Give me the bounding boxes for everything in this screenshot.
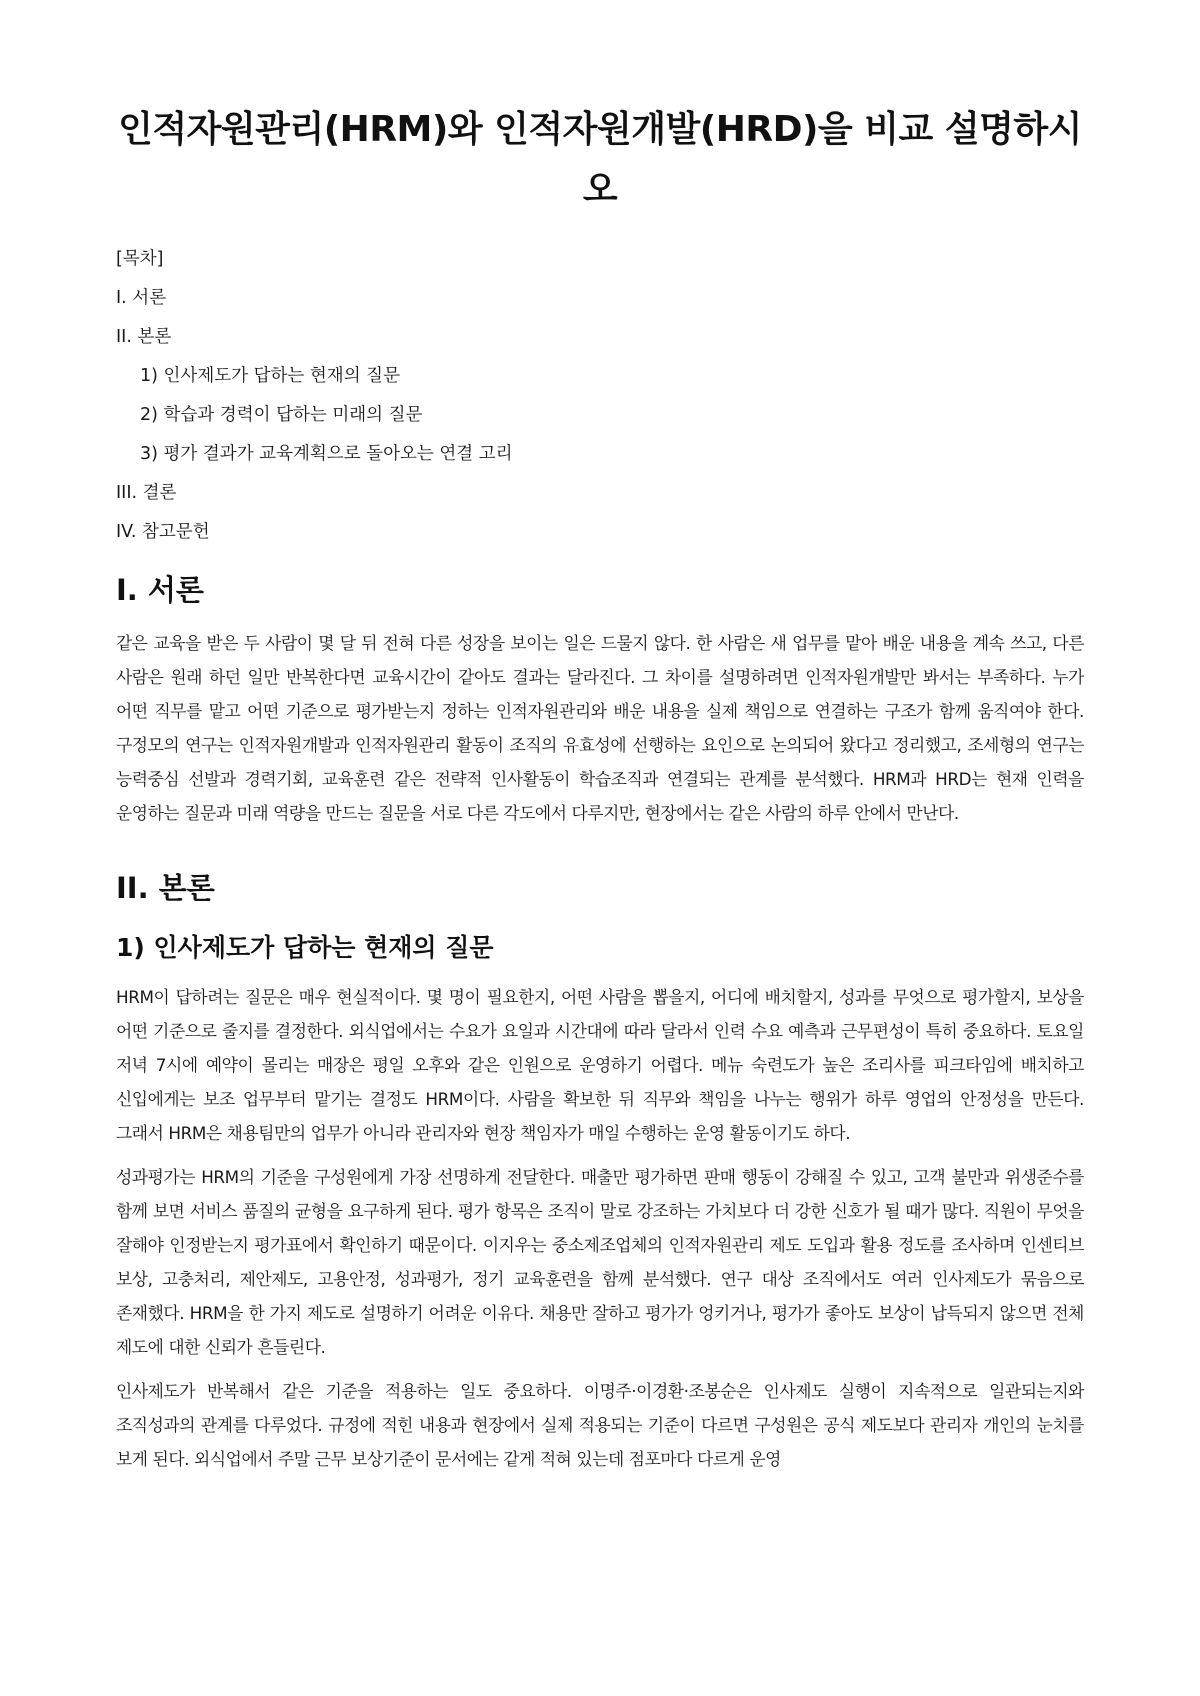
- body-paragraph-1: HRM이 답하려는 질문은 매우 현실적이다. 몇 명이 필요한지, 어떤 사람을 뽑을지, 어디에 배치할지, 성과를 무엇으로 평가할지, 보상을 어떤 기준으로 줄지를 결정한다. 외식업에서는 수요가 요일과 시간대에 따라 달라서 인력 수요 예측과 근무편성이 특히 중요하다. 토요일 저녁 7시에 예약이 몰리는 매장은 평일 오후와 같은 인원으로 운영하기 어렵다. 메뉴 숙련도가 높은 조리사를 피크타임에 배치하고 신입에게는 보조 업무부터 맡기는 결정도 HRM이다. 사람을 확보한 뒤 직무와 책임을 나누는 행위가 하루 영업의 안정성을 만든다. 그래서 HRM은 채용팀만의 업무가 아니라 관리자와 현장 책임자가 매일 수행하는 운영 활동이기도 하다.: [116, 987, 1084, 1143]
- body-paragraph-2: 성과평가는 HRM의 기준을 구성원에게 가장 선명하게 전달한다. 매출만 평가하면 판매 행동이 강해질 수 있고, 고객 불만과 위생준수를 함께 보면 서비스 품질의 균형을 요구하게 된다. 평가 항목은 조직이 말로 강조하는 가치보다 더 강한 신호가 될 때가 많다. 직원이 무엇을 잘해야 인정받는지 평가표에서 확인하기 때문이다. 이지우는 중소제조업체의 인적자원관리 제도 도입과 활용 정도를 조사하며 인센티브 보상, 고충처리, 제안제도, 고용안정, 성과평가, 정기 교육훈련을 함께 분석했다. 연구 대상 조직에서도 여러 인사제도가 묶음으로 존재했다. HRM을 한 가지 제도로 설명하기 어려운 이유다. 채용만 잘하고 평가가 엉키거나, 평가가 좋아도 보상이 납득되지 않으면 전체 제도에 대한 신뢰가 흔들린다.: [116, 1167, 1084, 1357]
- toc-item-intro: I. 서론: [116, 288, 167, 308]
- toc-label: [목차]: [116, 249, 164, 269]
- toc-item-references: IV. 참고문헌: [116, 522, 210, 542]
- toc-item-body-2: 2) 학습과 경력이 답하는 미래의 질문: [140, 405, 423, 425]
- toc-item-conclusion: III. 결론: [116, 483, 177, 503]
- section-heading-body: II. 본론: [116, 871, 215, 905]
- toc-item-body-1: 1) 인사제도가 답하는 현재의 질문: [140, 366, 400, 386]
- section-heading-intro: I. 서론: [116, 573, 204, 607]
- toc-item-body: II. 본론: [116, 327, 172, 347]
- toc-item-body-3: 3) 평가 결과가 교육계획으로 돌아오는 연결 고리: [140, 444, 513, 464]
- document-page: [116, 100, 1084, 1486]
- intro-paragraph: 같은 교육을 받은 두 사람이 몇 달 뒤 전혀 다른 성장을 보이는 일은 드물지 않다. 한 사람은 새 업무를 맡아 배운 내용을 계속 쓰고, 다른 사람은 원래 하던 일만 반복한다면 교육시간이 같아도 결과는 달라진다. 그 차이를 설명하려면 인적자원개발만 봐서는 부족하다. 누가 어떤 직무를 맡고 어떤 기준으로 평가받는지 정하는 인적자원관리와 배운 내용을 실제 책임으로 연결하는 구조가 함께 움직여야 한다. 구정모의 연구는 인적자원개발과 인적자원관리 활동이 조직의 유효성에 선행하는 요인으로 논의되어 왔다고 정리했고, 조세형의 연구는 능력중심 선발과 경력기회, 교육훈련 같은 전략적 인사활동이 학습조직과 연결되는 관계를 분석했다. HRM과 HRD는 현재 인력을 운영하는 질문과 미래 역량을 만드는 질문을 서로 다른 각도에서 다루지만, 현장에서는 같은 사람의 하루 안에서 만난다.: [116, 633, 1084, 823]
- document-title: 인적자원관리(HRM)와 인적자원개발(HRD)을 비교 설명하시오: [118, 109, 1082, 210]
- body-paragraph-3: 인사제도가 반복해서 같은 기준을 적용하는 일도 중요하다. 이명주·이경환·조봉순은 인사제도 실행이 지속적으로 일관되는지와 조직성과의 관계를 다루었다. 규정에 적힌 내용과 현장에서 실제 적용되는 기준이 다르면 구성원은 공식 제도보다 관리자 개인의 눈치를 보게 된다. 외식업에서 주말 근무 보상기준이 문서에는 같게 적혀 있는데 점포마다 다르게 운영: [116, 1381, 1084, 1469]
- table-of-contents: [116, 240, 1084, 552]
- subsection-heading-1: 1) 인사제도가 답하는 현재의 질문: [116, 933, 494, 962]
